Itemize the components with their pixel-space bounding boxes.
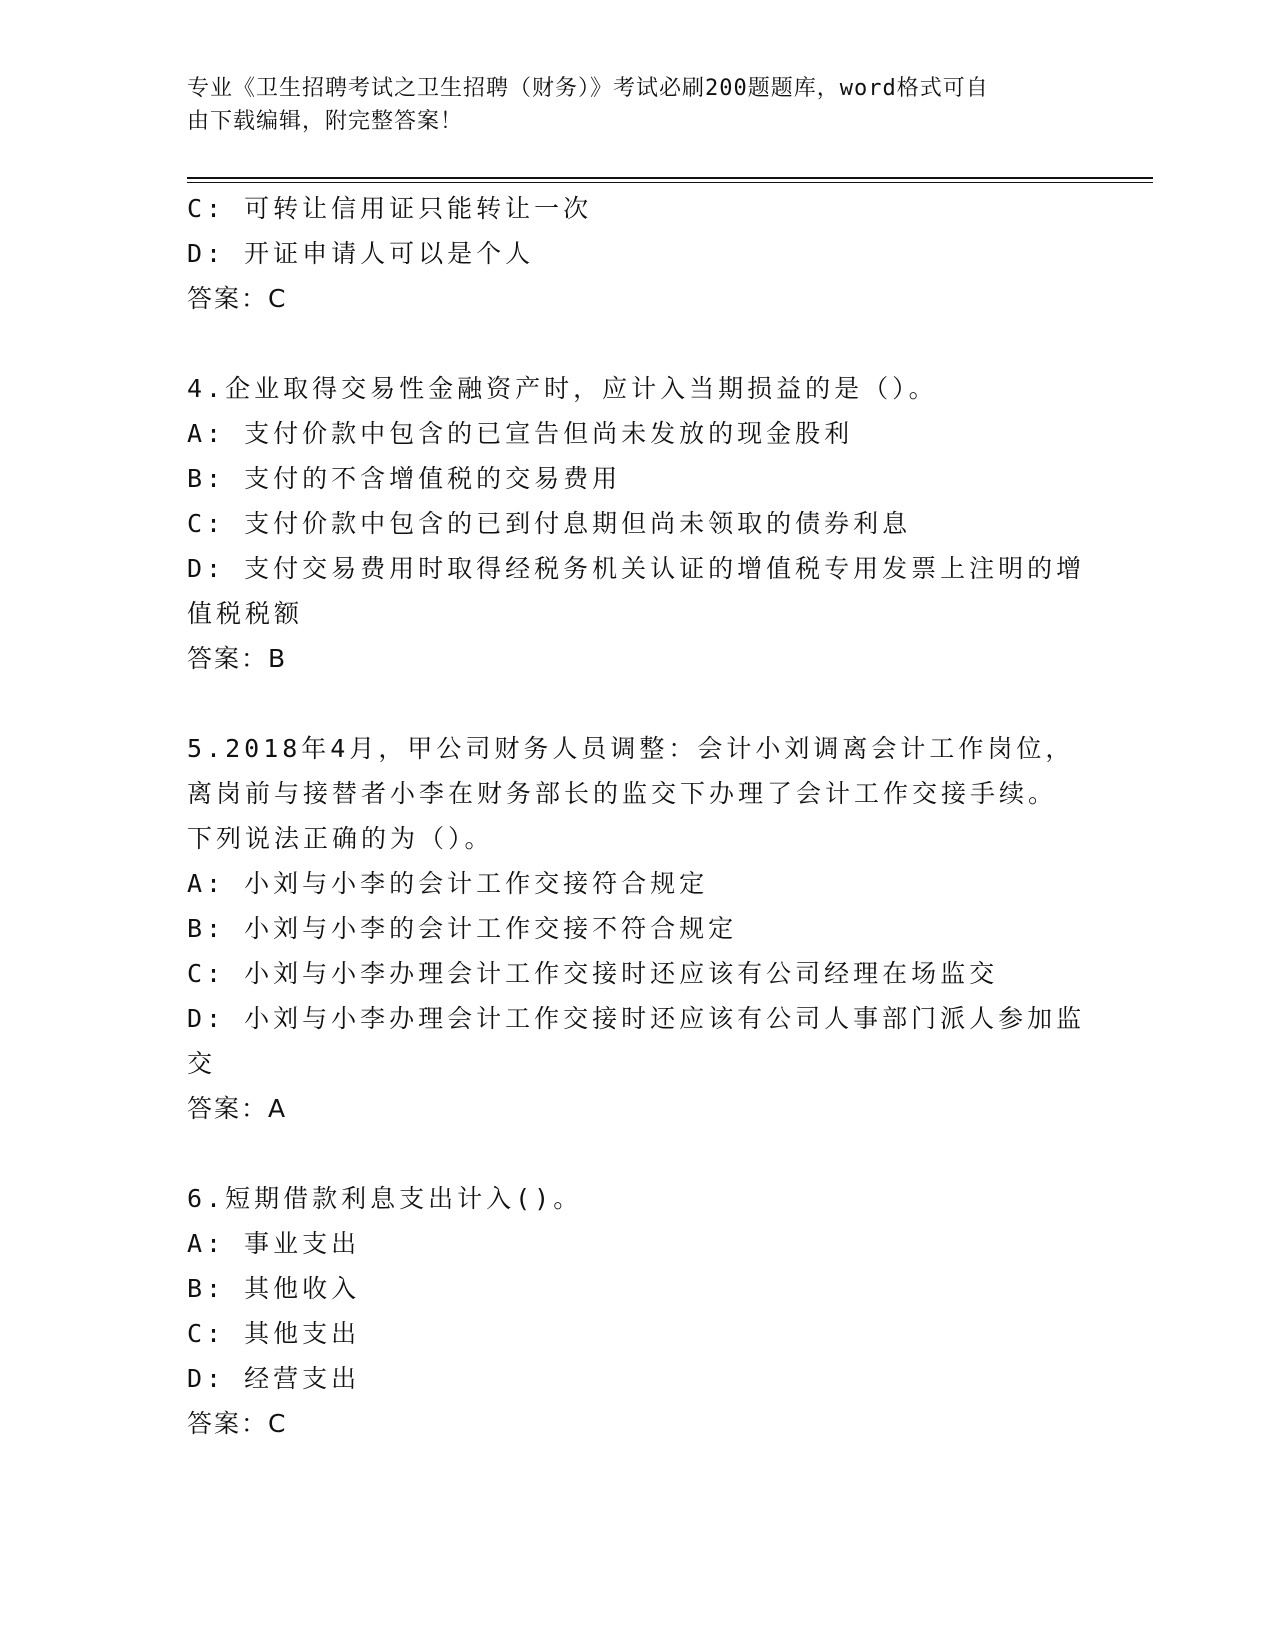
answer-line: 答案：C [187, 284, 288, 313]
option-d-line-1: D: 小刘与小李办理会计工作交接时还应该有公司人事部门派人参加监 [187, 1004, 1086, 1033]
option-a: A: 事业支出 [187, 1229, 361, 1258]
answer-line: 答案：C [187, 1409, 288, 1438]
question-list [187, 186, 1087, 1446]
spacer [187, 321, 1087, 366]
question-block-4 [187, 366, 1087, 681]
option-c: C: 可转让信用证只能转让一次 [187, 194, 593, 223]
header-title-line-2: 由下载编辑，附完整答案！ [187, 109, 464, 134]
header-title-line-1: 专业《卫生招聘考试之卫生招聘（财务）》考试必刷200题题库，word格式可自 [187, 76, 989, 101]
option-a: A: 小刘与小李的会计工作交接符合规定 [187, 869, 709, 898]
option-c: C: 支付价款中包含的已到付息期但尚未领取的债券利息 [187, 509, 912, 538]
spacer [187, 681, 1087, 726]
header-divider-thick [187, 177, 1153, 179]
option-d-line-2: 交 [187, 1049, 217, 1078]
option-b: B: 其他收入 [187, 1274, 361, 1303]
option-c: C: 其他支出 [187, 1319, 361, 1348]
answer-line: 答案：B [187, 644, 288, 673]
header-divider-thin [187, 182, 1153, 183]
question-block-5 [187, 726, 1087, 1131]
question-text-line-1: 5.2018年4月，甲公司财务人员调整：会计小刘调离会计工作岗位， [187, 734, 1075, 763]
option-a: A: 支付价款中包含的已宣告但尚未发放的现金股利 [187, 419, 854, 448]
option-d-line-2: 值税税额 [187, 599, 304, 628]
option-d: D: 经营支出 [187, 1364, 361, 1393]
option-c: C: 小刘与小李办理会计工作交接时还应该有公司经理在场监交 [187, 959, 999, 988]
question-text: 6.短期借款利息支出计入()。 [187, 1184, 583, 1213]
spacer [187, 1131, 1087, 1176]
answer-line: 答案：A [187, 1094, 288, 1123]
question-text-line-3: 下列说法正确的为（）。 [187, 824, 494, 853]
question-block-6 [187, 1176, 1087, 1446]
option-d-line-1: D: 支付交易费用时取得经税务机关认证的增值税专用发票上注明的增 [187, 554, 1086, 583]
option-d: D: 开证申请人可以是个人 [187, 239, 535, 268]
question-text: 4.企业取得交易性金融资产时，应计入当期损益的是（）。 [187, 374, 938, 403]
question-block-3-tail [187, 186, 1087, 321]
option-b: B: 支付的不含增值税的交易费用 [187, 464, 622, 493]
page-header [187, 72, 1067, 138]
question-text-line-2: 离岗前与接替者小李在财务部长的监交下办理了会计工作交接手续。 [187, 779, 1058, 808]
option-b: B: 小刘与小李的会计工作交接不符合规定 [187, 914, 738, 943]
